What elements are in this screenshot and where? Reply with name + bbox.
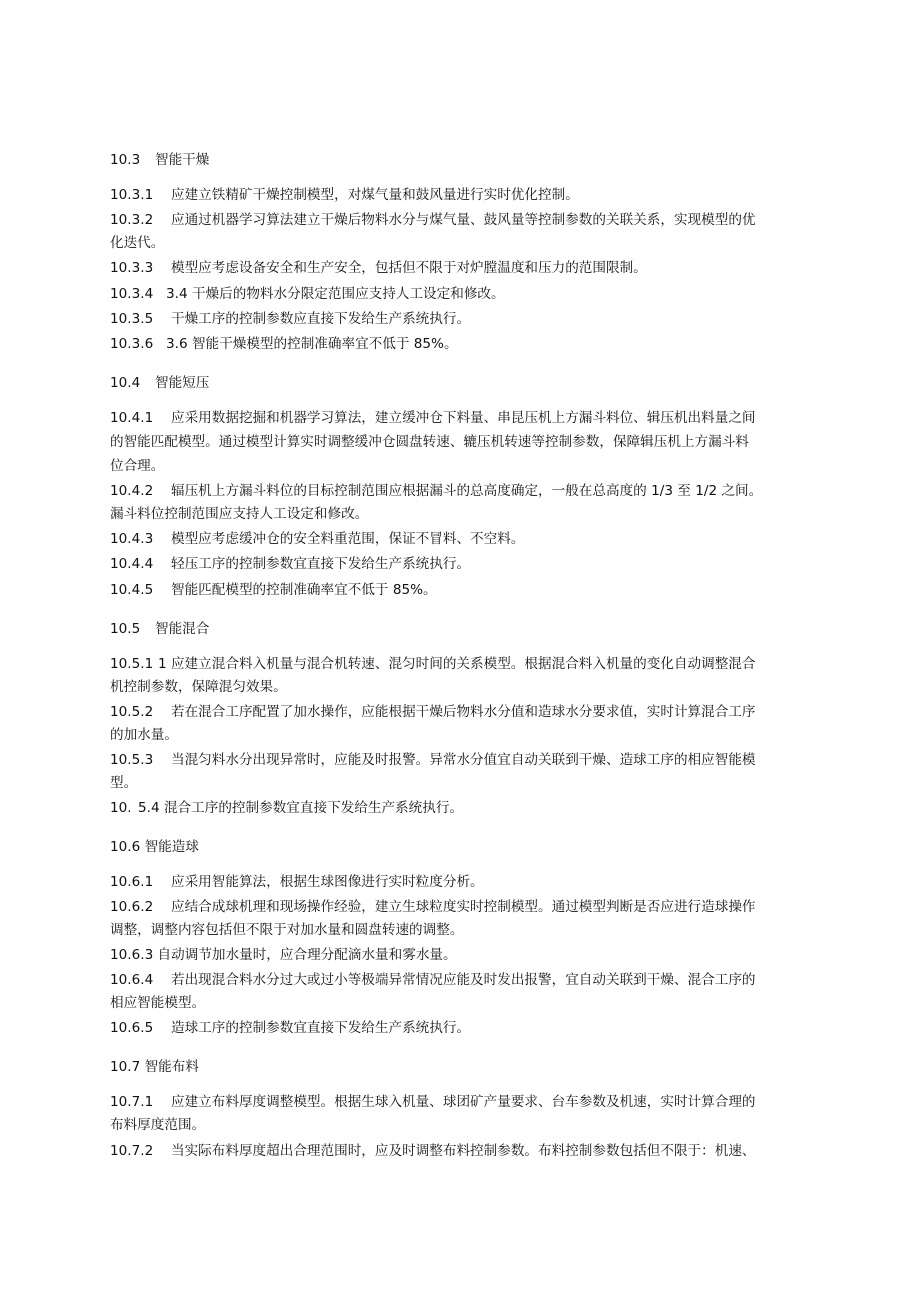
clause-number: 10.5.3 — [110, 752, 154, 768]
clause-number: 10.4.2 — [110, 483, 154, 499]
clause-text: 智能干燥 — [155, 152, 210, 168]
clause-number: 10.6.2 — [110, 899, 154, 915]
clause-number: 10.4.3 — [110, 531, 154, 547]
clause-number: 10.6.5 — [110, 1020, 154, 1036]
clause-10-3-6 — [110, 334, 458, 354]
clause-text: 1 应建立混合料入机量与混合机转速、混匀时间的关系模型。根据混合料入机量的变化自动调整混合 — [158, 656, 756, 672]
clause-text: 若出现混合料水分过大或过小等极端异常情况应能及时发出报警，宜自动关联到干燥、混合工序的 — [171, 972, 756, 988]
clause-text: 漏斗料位控制范围应支持人工设定和修改。 — [110, 506, 369, 522]
clause-10-3-2-cont — [110, 233, 164, 253]
clause-number: 10.3.2 — [110, 212, 154, 228]
clause-number: 10.4 — [110, 375, 141, 391]
clause-text: 的智能匹配模型。通过模型计算实时调整缓冲仓圆盘转速、辘压机转速等控制参数，保障辑压机上方漏斗料 — [110, 434, 749, 450]
clause-number: 10.4.5 — [110, 582, 154, 598]
clause-text: 当混匀料水分出现异常时，应能及时报警。异常水分值宜自动关联到干燥、造球工序的相应智能模 — [171, 752, 756, 768]
clause-number: 10.7.2 — [110, 1143, 154, 1159]
heading-10-5 — [110, 619, 209, 639]
clause-10-5-3 — [110, 750, 756, 770]
clause-10-3-5 — [110, 309, 470, 329]
clause-text: 应采用数据挖掘和机器学习算法，建立缓冲仓下料量、串昆压机上方漏斗料位、辑压机出料量之间 — [171, 410, 756, 426]
clause-text: 调整，调整内容包括但不限于对加水量和圆盘转速的调整。 — [110, 922, 464, 938]
clause-text: 3.6 智能干燥模型的控制准确率宜不低于 85%。 — [166, 336, 458, 352]
clause-10-4-4 — [110, 554, 470, 574]
clause-text: 化迭代。 — [110, 235, 165, 251]
clause-text: 模型应考虑缓冲仓的安全料重范围，保证不冒料、不空料。 — [171, 531, 525, 547]
clause-text: 10.6 智能造球 — [110, 839, 199, 855]
clause-10-3-4 — [110, 284, 505, 304]
clause-number: 10.5 — [110, 621, 141, 637]
clause-text: 应结合成球机理和现场操作经验，建立生球粒度实时控制模型。通过模型判断是否应进行造球操作 — [171, 899, 756, 915]
clause-number: 10.4.1 — [110, 410, 154, 426]
clause-number: 10. — [110, 800, 132, 816]
heading-10-7 — [110, 1057, 199, 1077]
heading-10-4 — [110, 373, 209, 393]
clause-10-4-1-cont2 — [110, 456, 164, 476]
clause-text: 辐压机上方漏斗料位的目标控制范围应根据漏斗的总高度确定，一般在总高度的 1/3 至 1/2 之间。 — [171, 483, 763, 499]
clause-text: 应采用智能算法，根据生球图像进行实时粒度分析。 — [171, 874, 484, 890]
clause-text: 智能短压 — [155, 375, 210, 391]
clause-10-5-4 — [110, 798, 463, 818]
clause-number: 10.3.3 — [110, 260, 154, 276]
clause-10-7-2 — [110, 1141, 756, 1161]
clause-text: 3.4 干燥后的物料水分限定范围应支持人工设定和修改。 — [166, 286, 505, 302]
clause-text: 10.7 智能布料 — [110, 1059, 199, 1075]
heading-10-3 — [110, 150, 209, 170]
clause-text: 型。 — [110, 775, 138, 791]
clause-10-6-2-cont — [110, 920, 463, 940]
clause-number: 10.4.4 — [110, 556, 154, 572]
clause-10-6-4 — [110, 970, 756, 990]
clause-10-5-1 — [110, 654, 756, 674]
clause-text: 模型应考虑设备安全和生产安全，包括但不限于对炉膛温度和压力的范围限制。 — [171, 260, 647, 276]
clause-text: 应通过机器学习算法建立干燥后物料水分与煤气量、鼓风量等控制参数的关联关系，实现模型的优 — [171, 212, 756, 228]
clause-text: 位合理。 — [110, 458, 165, 474]
clause-text: 干燥工序的控制参数应直接下发给生产系统执行。 — [171, 311, 471, 327]
clause-text: 当实际布料厚度超出合理范围时，应及时调整布料控制参数。布料控制参数包括但不限于：机速、 — [171, 1143, 756, 1159]
clause-text: 造球工序的控制参数宜直接下发给生产系统执行。 — [171, 1020, 471, 1036]
clause-text: 的加水量。 — [110, 727, 178, 743]
clause-number: 10.3.6 — [110, 336, 154, 352]
clause-text: 智能混合 — [155, 621, 210, 637]
clause-10-3-2 — [110, 210, 756, 230]
clause-number: 10.3.1 — [110, 187, 154, 203]
clause-10-7-1-cont — [110, 1115, 205, 1135]
clause-10-4-1 — [110, 408, 756, 428]
clause-10-3-3 — [110, 258, 647, 278]
clause-10-6-4-cont — [110, 993, 205, 1013]
clause-text: 10.6.3 自动调节加水量时，应合理分配滴水量和雾水量。 — [110, 947, 457, 963]
clause-10-7-1 — [110, 1092, 756, 1112]
clause-number: 10.3.5 — [110, 311, 154, 327]
clause-10-6-2 — [110, 897, 756, 917]
clause-10-5-2 — [110, 702, 756, 722]
clause-10-4-2-cont — [110, 504, 368, 524]
clause-10-5-3-cont — [110, 773, 137, 793]
clause-10-5-1-cont — [110, 677, 287, 697]
clause-text: 若在混合工序配置了加水操作，应能根据干燥后物料水分值和造球水分要求值，实时计算混合工序 — [171, 704, 756, 720]
clause-10-4-2 — [110, 481, 762, 501]
clause-10-3-1 — [110, 185, 579, 205]
clause-10-4-3 — [110, 529, 524, 549]
clause-text: 机控制参数，保障混匀效果。 — [110, 679, 287, 695]
clause-text: 布料厚度范围。 — [110, 1117, 206, 1133]
clause-10-5-2-cont — [110, 725, 178, 745]
heading-10-6 — [110, 837, 199, 857]
clause-number: 10.3.4 — [110, 286, 154, 302]
clause-10-4-1-cont — [110, 432, 749, 452]
clause-text: 5.4 混合工序的控制参数宜直接下发给生产系统执行。 — [138, 800, 464, 816]
clause-number: 10.3 — [110, 152, 141, 168]
clause-10-6-3 — [110, 945, 457, 965]
clause-text: 应建立铁精矿干燥控制模型，对煤气量和鼓风量进行实时优化控制。 — [171, 187, 579, 203]
clause-number: 10.6.4 — [110, 972, 154, 988]
clause-number: 10.6.1 — [110, 874, 154, 890]
clause-number: 10.5.2 — [110, 704, 154, 720]
clause-text: 轻压工序的控制参数宜直接下发给生产系统执行。 — [171, 556, 471, 572]
clause-10-6-1 — [110, 872, 484, 892]
clause-text: 相应智能模型。 — [110, 995, 206, 1011]
clause-10-4-5 — [110, 580, 437, 600]
clause-text: 应建立布料厚度调整模型。根据生球入机量、球团矿产量要求、台车参数及机速，实时计算合理的 — [171, 1094, 756, 1110]
clause-number: 10.7.1 — [110, 1094, 154, 1110]
clause-number: 10.5.1 — [110, 656, 154, 672]
clause-10-6-5 — [110, 1018, 470, 1038]
clause-text: 智能匹配模型的控制准确率宜不低于 85%。 — [171, 582, 437, 598]
